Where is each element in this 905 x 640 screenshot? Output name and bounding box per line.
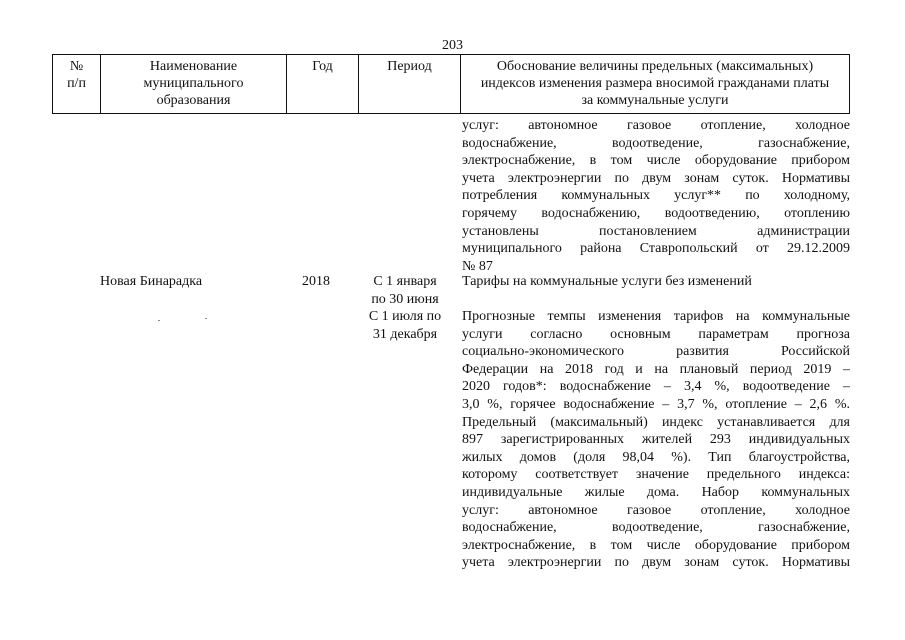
text-line: водоснабжение, водоотведение, газоснабжение, <box>462 135 850 151</box>
text-line: электроснабжение, в том числе оборудование прибором <box>462 537 850 553</box>
text-line: № 87 <box>462 258 493 274</box>
text-line: 3,0 %, горячее водоснабжение – 3,7 %, отопление – 2,6 %. <box>462 396 850 412</box>
continued-justification <box>462 117 850 275</box>
text-line: учета электроэнергии по двум зонам суток. Нормативы <box>462 555 850 571</box>
text-line: услуг: автономное газовое отопление, холодное <box>462 118 850 133</box>
text-line: Прогнозные темпы изменения тарифов на коммунальные <box>462 309 850 324</box>
text-line: учета электроэнергии по двум зонам суток. Нормативы <box>462 170 850 186</box>
text-line: услуг: автономное газовое отопление, холодное <box>462 502 850 518</box>
scan-speck <box>205 318 207 319</box>
year-value: 2018 <box>302 274 330 289</box>
text-line: установлены постановлением администрации <box>462 223 850 239</box>
table-header <box>52 54 850 114</box>
text-line: социально-экономического развития Российской <box>462 344 850 360</box>
header-col-number: № п/п <box>53 55 101 113</box>
text-line: услуги согласно основным параметрам прогноза <box>462 326 850 342</box>
justification-first-half: Тарифы на коммунальные услуги без изменений <box>462 274 752 289</box>
text-line: муниципального района Ставропольский от 29.12.2009 <box>462 241 850 257</box>
header-col-year: Год <box>287 55 359 113</box>
header-col-period: Период <box>359 55 461 113</box>
text-line: индивидуальные жилые дома. Набор коммунальных <box>462 484 850 500</box>
text-line: водоснабжение, водоотведение, газоснабжение, <box>462 520 850 536</box>
scan-speck <box>158 320 160 321</box>
text-line: Федерации на 2018 год и на плановый период 2019 – <box>462 361 850 377</box>
justification-second-half <box>462 308 850 572</box>
page-number: 203 <box>442 38 463 53</box>
text-line: потребления коммунальных услуг** по холодному, <box>462 188 850 204</box>
text-line: жилых домов (доля 98,04 %). Тип благоустройства, <box>462 449 850 465</box>
header-col-justification: Обоснование величины предельных (максимальных) индексов изменения размера вносимой гражданами платы за коммунальные услуги <box>480 59 830 108</box>
text-line: Предельный (максимальный) индекс устанавливается для <box>462 414 850 430</box>
header-col-municipality: Наименование муниципального образования <box>101 55 287 113</box>
text-line: горячему водоснабжению, водоотведению, отоплению <box>462 205 850 221</box>
text-line: которому соответствует значение предельного индекса: <box>462 467 850 483</box>
municipality-name: Новая Бинарадка <box>100 274 203 289</box>
text-line: 897 зарегистрированных жителей 293 индивидуальных <box>462 432 850 448</box>
period-first-half: С 1 января по 30 июня <box>371 274 439 307</box>
text-line: электроснабжение, в том числе оборудование прибором <box>462 153 850 169</box>
period-second-half: С 1 июля по 31 декабря <box>368 309 442 342</box>
text-line: 2020 годов*: водоснабжение – 3,4 %, водоотведение – <box>462 379 850 395</box>
